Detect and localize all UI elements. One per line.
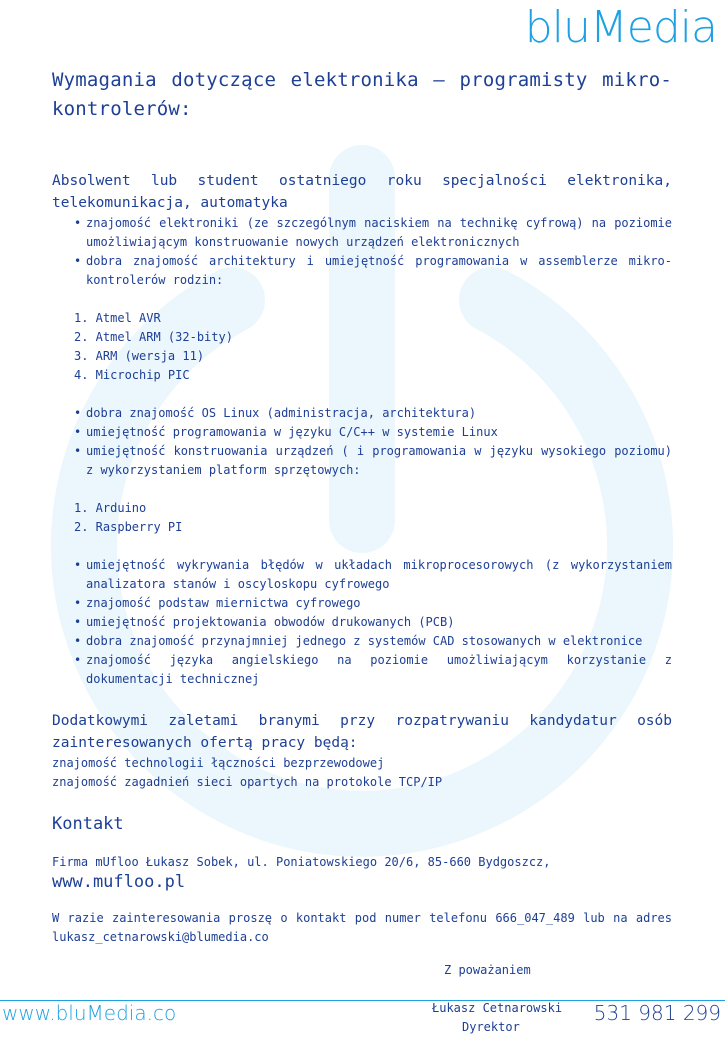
footer-website-link[interactable]: www.bluMedia.co	[2, 1001, 177, 1025]
list-item: • znajomość elektroniki (ze szczególnym naciskiem na technikę cyfrową) na poziomie umożliwiającym konstruowanie nowych urządzeń elektronicznych	[74, 214, 672, 252]
signature-title: Dyrektor	[462, 1020, 520, 1034]
advantages-heading: Dodatkowymi zaletami branymi przy rozpatrywaniu kandydatur osób zainteresowanych ofertą pracy będą:	[52, 713, 672, 751]
list-item: 3. ARM (wersja 11)	[74, 349, 205, 363]
list-item: 1. Arduino	[74, 501, 147, 515]
contact-text: W razie zainteresowania proszę o kontakt pod numer telefonu 666_047_489 lub na adres lukasz_cetnarowski@blumedia.co	[52, 911, 672, 944]
document-body	[52, 66, 672, 1037]
footer-phone: 531 981 299	[593, 1001, 721, 1025]
list-item: 4. Microchip PIC	[74, 368, 190, 382]
blumedia-logo: bluMedia	[524, 2, 717, 53]
requirements-list-3	[52, 556, 672, 689]
list-item: • umiejętność projektowania obwodów drukowanych (PCB)	[74, 613, 672, 632]
list-item: • umiejętność konstruowania urządzeń ( i programowania w języku wysokiego poziomu) z wykorzystaniem platform sprzętowych:	[74, 442, 672, 480]
list-item: • dobra znajomość OS Linux (administracja, architektura)	[74, 404, 672, 423]
firm-text: Firma mUfloo Łukasz Sobek, ul. Poniatowskiego 20/6, 85-660 Bydgoszcz,	[52, 855, 551, 869]
list-item: 2. Atmel ARM (32-bity)	[74, 330, 233, 344]
firm-address	[52, 852, 672, 893]
intro-heading: Absolwent lub student ostatniego roku specjalności elektronika, telekomunikacja, automatyka	[52, 173, 672, 211]
list-item: 2. Raspberry PI	[74, 520, 183, 534]
requirements-list-2	[52, 404, 672, 480]
regards-text: Z poważaniem	[444, 963, 531, 977]
list-item: • dobra znajomość przynajmniej jednego z systemów CAD stosowanych w elektronice	[74, 632, 672, 651]
platforms-list	[52, 499, 672, 537]
list-item: • umiejętność wykrywania błędów w układach mikroprocesorowych (z wykorzystaniem analizatora stanów i oscyloskopu cyfrowego	[74, 556, 672, 594]
list-item: • umiejętność programowania w języku C/C++ w systemie Linux	[74, 423, 672, 442]
advantage-item: znajomość technologii łączności bezprzewodowej	[52, 756, 385, 770]
list-item: • dobra znajomość architektury i umiejętność programowania w assemblerze mikro-kontrolerów rodzin:	[74, 252, 672, 290]
signature-name: Łukasz Cetnarowski	[432, 1001, 563, 1015]
families-list	[52, 309, 672, 385]
list-item: 1. Atmel AVR	[74, 311, 161, 325]
list-item: • znajomość języka angielskiego na poziomie umożliwiającym korzystanie z dokumentacji technicznej	[74, 651, 672, 689]
list-item: • znajomość podstaw miernictwa cyfrowego	[74, 594, 672, 613]
page-title: Wymagania dotyczące elektronika – programisty mikro-kontrolerów:	[52, 69, 672, 120]
requirements-list-1	[52, 214, 672, 290]
contact-heading: Kontakt	[52, 814, 124, 834]
firm-url-link[interactable]: www.mufloo.pl	[52, 872, 186, 892]
advantage-item: znajomość zagadnień sieci opartych na protokole TCP/IP	[52, 775, 443, 789]
